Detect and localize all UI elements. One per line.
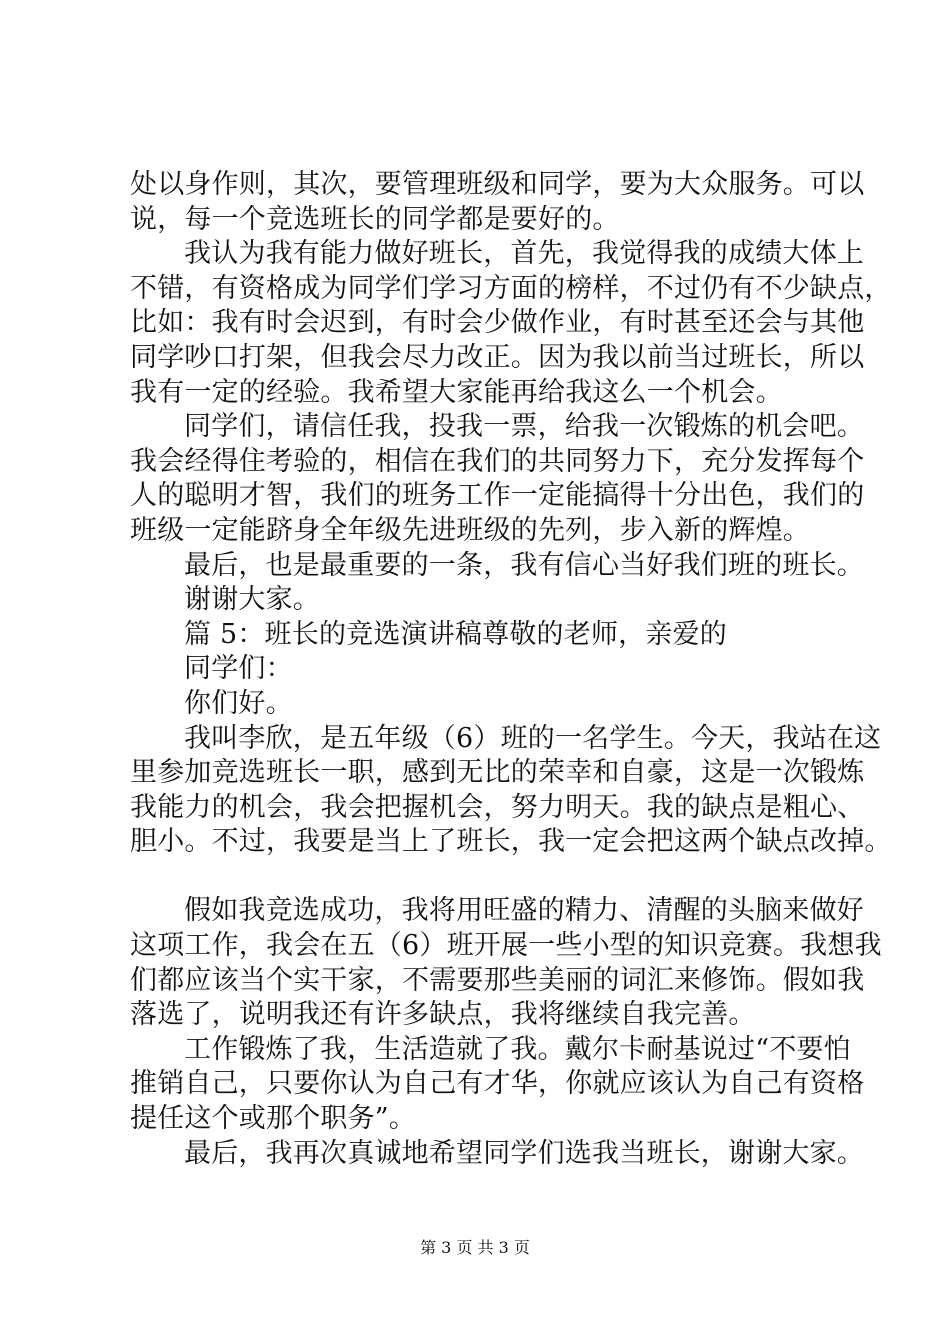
document-body — [130, 168, 892, 1171]
page-number: 第 3 页 共 3 页 — [420, 1238, 530, 1257]
text-line: 里参加竞选班长一职，感到无比的荣幸和自豪，这是一次锻炼 — [130, 757, 865, 789]
text-line: 我有一定的经验。我希望大家能再给我这么一个机会。 — [130, 376, 783, 408]
text-line: 你们好。 — [184, 687, 293, 719]
text-line: 这项工作，我会在五（6）班开展一些小型的知识竞赛。我想我 — [130, 930, 882, 962]
text-line: 同学们，请信任我，投我一票，给我一次锻炼的机会吧。 — [184, 411, 864, 443]
text-line: 篇 5：班长的竞选演讲稿尊敬的老师，亲爱的 — [184, 618, 727, 650]
text-line: 我能力的机会，我会把握机会，努力明天。我的缺点是粗心、 — [130, 791, 865, 823]
text-line: 最后，也是最重要的一条，我有信心当好我们班的班长。 — [184, 549, 864, 581]
text-line: 班级一定能跻身全年级先进班级的先列，步入新的辉煌。 — [130, 514, 810, 546]
text-line: 人的聪明才智，我们的班务工作一定能搞得十分出色，我们的 — [130, 480, 865, 512]
page-footer — [0, 1238, 950, 1258]
text-line: 我会经得住考验的，相信在我们的共同努力下，充分发挥每个 — [130, 445, 865, 477]
text-line: 们都应该当个实干家，不需要那些美丽的词汇来修饰。假如我 — [130, 964, 865, 996]
text-line: 我认为我有能力做好班长，首先，我觉得我的成绩大体上 — [184, 238, 864, 270]
text-line: 假如我竞选成功，我将用旺盛的精力、清醒的头脑来做好 — [184, 895, 864, 927]
text-line: 同学吵口打架，但我会尽力改正。因为我以前当过班长，所以 — [130, 341, 865, 373]
text-line: 胆小。不过，我要是当上了班长，我一定会把这两个缺点改掉。 — [130, 826, 892, 858]
text-line: 处以身作则，其次，要管理班级和同学，要为大众服务。可以 — [130, 169, 865, 200]
text-line: 落选了，说明我还有许多缺点，我将继续自我完善。 — [130, 999, 756, 1031]
text-line: 不错，有资格成为同学们学习方面的榜样，不过仍有不少缺点， — [130, 272, 892, 304]
text-line: 比如：我有时会迟到，有时会少做作业，有时甚至还会与其他 — [130, 307, 865, 339]
blank-line — [130, 860, 850, 895]
text-line: 推销自己，只要你认为自己有才华，你就应该认为自己有资格 — [130, 1068, 865, 1100]
text-line: 同学们： — [184, 653, 293, 685]
text-line: 提任这个或那个职务”。 — [130, 1103, 417, 1135]
text-line: 我叫李欣，是五年级（6）班的一名学生。今天，我站在这 — [184, 722, 882, 754]
text-line: 说，每一个竞选班长的同学都是要好的。 — [130, 203, 620, 235]
text-line: 工作锻炼了我，生活造就了我。戴尔卡耐基说过“不要怕 — [184, 1033, 851, 1065]
text-line: 谢谢大家。 — [184, 584, 320, 616]
text-line: 最后，我再次真诚地希望同学们选我当班长，谢谢大家。 — [184, 1137, 864, 1169]
